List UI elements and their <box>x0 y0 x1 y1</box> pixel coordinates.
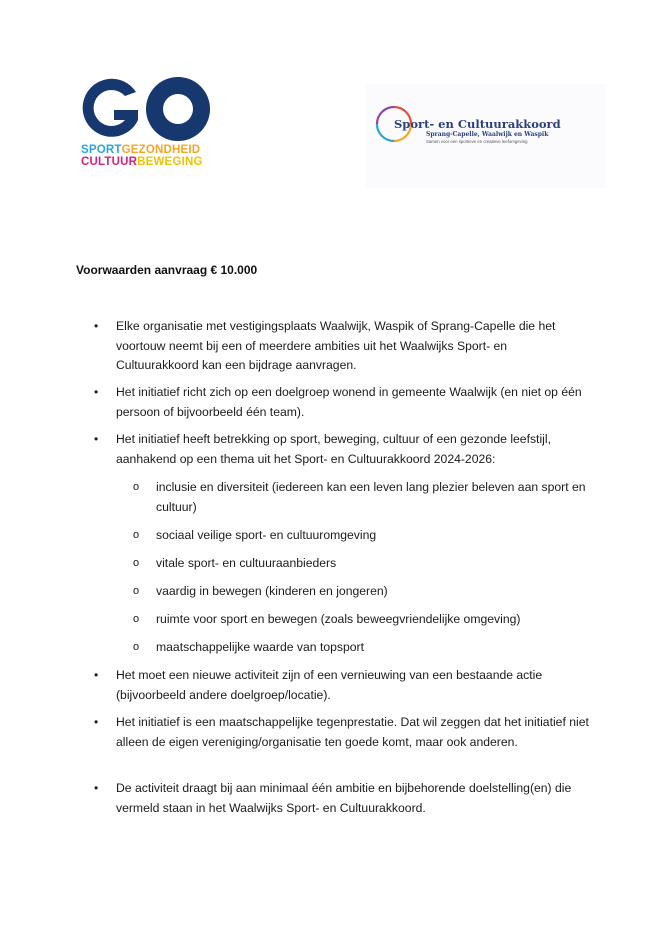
bullet-icon: • <box>94 715 99 729</box>
go-logo <box>78 74 218 174</box>
go-wordmark-logo <box>78 74 212 144</box>
theme-text: maatschappelijke waarde van topsport <box>156 640 364 654</box>
theme-item <box>0 638 661 666</box>
go-tagline-gezondheid: GEZONDHEID <box>121 144 201 156</box>
list-item-text: Elke organisatie met vestigingsplaats Waalwijk, Waspik of Sprang-Capelle die het voortouw neemt bij een of meerdere ambities uit het Waalwijks Sport- en Cultuurakkoord kan een bijdrage aanvragen. <box>116 319 556 372</box>
themes-list <box>0 478 661 666</box>
bullet-icon: • <box>94 781 99 795</box>
logo-subtitle: Sprang-Capelle, Waalwijk en Waspik <box>426 131 549 138</box>
list-item-text: De activiteit draagt bij aan minimaal één ambitie en bijbehorende doelstelling(en) die vermeld staan in het Waalwijks Sport- en Cultuurakkoord. <box>116 781 572 815</box>
list-item-text: Het initiatief richt zich op een doelgroep wonend in gemeente Waalwijk (en niet op één persoon of bijvoorbeeld één team). <box>116 385 582 419</box>
theme-text: sociaal veilige sport- en cultuuromgeving <box>156 528 377 542</box>
circle-bullet-icon: o <box>133 481 140 493</box>
circle-bullet-icon: o <box>133 529 140 541</box>
bullet-icon: • <box>94 432 99 446</box>
list-item <box>0 713 661 779</box>
list-item-text: Het initiatief is een maatschappelijke tegenprestatie. Dat wil zeggen dat het initiatief niet alleen de eigen vereniging/organisatie ten goede komt, maar ook anderen. <box>116 715 589 749</box>
list-item <box>0 430 661 476</box>
conditions-list <box>0 317 661 476</box>
list-item-text: Het moet een nieuwe activiteit zijn of een vernieuwing van een bestaande actie (bijvoorbeeld andere doelgroep/locatie). <box>116 668 543 702</box>
logo-tagline: Samen voor een sportieve en creatieve leefomgeving <box>426 139 528 144</box>
theme-text: vitale sport- en cultuuraanbieders <box>156 556 337 570</box>
circle-bullet-icon: o <box>133 613 140 625</box>
conditions-list-continued <box>0 666 661 826</box>
go-tagline-cultuur: CULTUUR <box>81 156 138 168</box>
bullet-icon: • <box>94 319 99 333</box>
list-item <box>0 317 661 383</box>
go-tagline-line1 <box>81 144 200 156</box>
list-item <box>0 666 661 713</box>
go-tagline-beweging: BEWEGING <box>137 156 203 168</box>
bullet-icon: • <box>94 385 99 399</box>
sport-cultuurakkoord-logo <box>366 84 606 188</box>
circle-bullet-icon: o <box>133 585 140 597</box>
list-item-text: Het initiatief heeft betrekking op sport, beweging, cultuur of een gezonde leefstijl, aanhakend op een thema uit het Sport- en Cultuurakkoord 2024-2026: <box>116 432 551 466</box>
theme-item <box>0 582 661 610</box>
theme-item <box>0 526 661 554</box>
theme-text: inclusie en diversiteit (iedereen kan een leven lang plezier beleven aan sport en cultuur) <box>156 480 586 514</box>
theme-item <box>0 554 661 582</box>
theme-text: ruimte voor sport en bewegen (zoals beweegvriendelijke omgeving) <box>156 612 521 626</box>
logo-title: Sport- en Cultuurakkoord <box>394 117 561 131</box>
go-tagline-line2 <box>81 156 203 168</box>
list-item <box>0 779 661 826</box>
theme-item <box>0 478 661 526</box>
go-tagline-sport: SPORT <box>81 144 122 156</box>
circle-bullet-icon: o <box>133 557 140 569</box>
bullet-icon: • <box>94 668 99 682</box>
theme-text: vaardig in bewegen (kinderen en jongeren) <box>156 584 388 598</box>
circle-bullet-icon: o <box>133 641 140 653</box>
page-heading: Voorwaarden aanvraag € 10.000 <box>76 263 258 277</box>
list-item <box>0 383 661 430</box>
theme-item <box>0 610 661 638</box>
